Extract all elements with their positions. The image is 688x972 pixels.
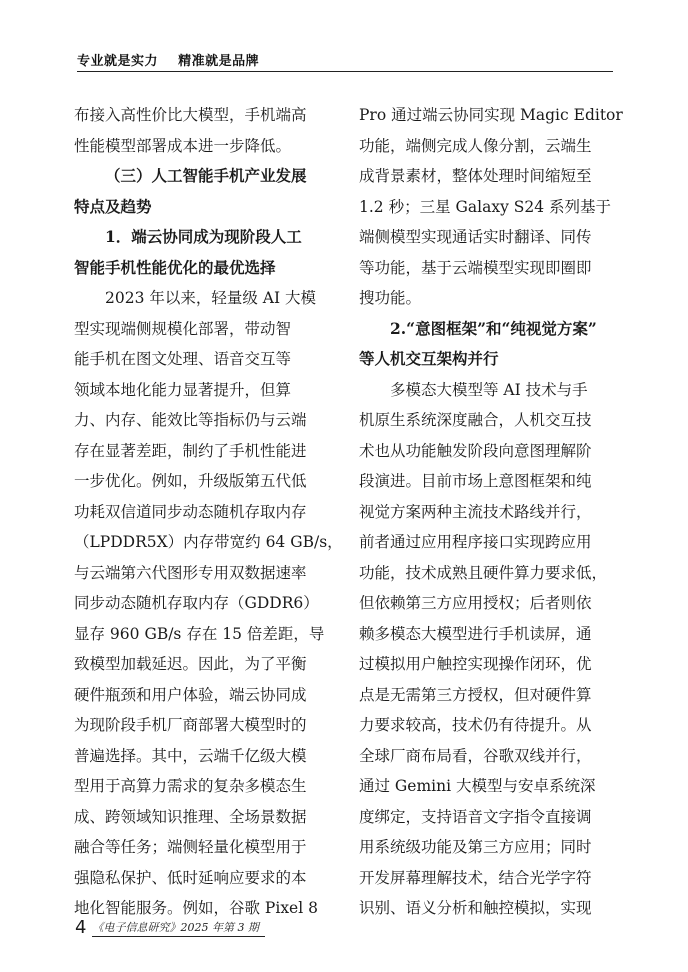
paragraph-line: 与云端第六代图形专用双数据速率 (74, 563, 307, 582)
paragraph-line: 赖多模态大模型进行手机读屏，通 (359, 624, 592, 643)
right-column (359, 100, 623, 924)
paragraph-line: 强隐私保护、低时延响应要求的本 (74, 868, 307, 887)
paragraph-line: Pro 通过端云协同实现 Magic Editor (359, 106, 623, 124)
paragraph-line: 视觉方案两种主流技术路线并行， (359, 502, 592, 521)
paragraph-line: 融合等任务；端侧轻量化模型用于 (74, 838, 307, 856)
footer (75, 919, 265, 937)
paragraph-line: 度绑定，支持语音文字指令直接调 (359, 807, 592, 826)
paragraph-line: 但依赖第三方应用授权；后者则依 (359, 594, 592, 612)
paragraph-line: 开发屏幕理解技术，结合光学字符 (359, 868, 592, 887)
paragraph-line: 型用于高算力需求的复杂多模态生 (74, 777, 307, 795)
paragraph-line: 能手机在图文处理、语音交互等 (74, 350, 292, 368)
paragraph-line: 显存 960 GB/s 存在 15 倍差距，导 (74, 624, 325, 643)
paragraph-line: 为现阶段手机厂商部署大模型时的 (74, 716, 307, 734)
paragraph-line: 机原生系统深度融合，人机交互技 (359, 411, 592, 429)
paragraph-line: 等功能，基于云端模型实现即圈即 (359, 258, 592, 277)
paragraph-line: 力、内存、能效比等指标仍与云端 (74, 411, 307, 429)
paragraph-line: 成、跨领域知识推理、全场景数据 (74, 807, 307, 826)
paragraph-line: 通过 Gemini 大模型与安卓系统深 (359, 777, 596, 795)
paragraph-line: 过模拟用户触控实现操作闭环，优 (359, 655, 592, 673)
paragraph-line: 硬件瓶颈和用户体验，端云协同成 (74, 685, 307, 704)
paragraph-line: 前者通过应用程序接口实现跨应用 (359, 533, 592, 551)
paragraph-line: 端侧模型实现通话实时翻译、同传 (359, 228, 592, 246)
paragraph-line: 1.2 秒；三星 Galaxy S24 系列基于 (359, 197, 612, 216)
header-divider (77, 71, 613, 72)
paragraph-line: 功能，技术成熟且硬件算力要求低， (359, 563, 608, 582)
paragraph-line: 成背景素材，整体处理时间缩短至 (359, 167, 592, 185)
section-heading-line: 特点及趋势 (74, 196, 152, 216)
paragraph-line: 存在显著差距，制约了手机性能进 (74, 441, 307, 460)
section-heading-line: 等人机交互架构并行 (359, 349, 499, 368)
paragraph-line: 普遍选择。其中，云端千亿级大模 (74, 746, 307, 765)
paragraph-line: 识别、语义分析和触控模拟，实现 (359, 899, 592, 917)
paragraph-line: （LPDDR5X）内存带宽约 64 GB/s， (74, 533, 343, 551)
paragraph-line: 型实现端侧规模化部署，带动智 (74, 319, 292, 338)
paragraph-line: 致模型加载延迟。因此，为了平衡 (74, 655, 307, 673)
paragraph-line: 布接入高性价比大模型，手机端高 (74, 106, 307, 124)
section-heading-line: 2.“意图框架”和“纯视觉方案” (390, 318, 597, 338)
paragraph-line: 领域本地化能力显著提升，但算 (74, 380, 292, 399)
paragraph-line: 性能模型部署成本进一步降低。 (74, 136, 292, 155)
left-column (74, 100, 343, 924)
paragraph-line: 地化智能服务。例如，谷歌 Pixel 8 (74, 899, 318, 917)
section-heading-line: 智能手机性能优化的最优选择 (74, 257, 276, 277)
section-heading-line: （三）人工智能手机产业发展 (105, 166, 307, 185)
paragraph-line: 搜功能。 (359, 289, 422, 307)
section-heading-line: 1．端云协同成为现阶段人工 (105, 227, 302, 246)
paragraph-line: 功耗双信道同步动态随机存取内存 (74, 502, 307, 521)
paragraph-line: 点是无需第三方授权，但对硬件算 (359, 685, 592, 704)
journal-citation: 《电子信息研究》2025 年第 3 期 (92, 921, 264, 937)
paragraph-line: 多模态大模型等 AI 技术与手 (390, 380, 588, 399)
paragraph-line: 段演进。目前市场上意图框架和纯 (359, 472, 592, 490)
paragraph-line: 术也从功能触发阶段向意图理解阶 (359, 441, 592, 460)
paragraph-line: 2023 年以来，轻量级 AI 大模 (105, 289, 317, 307)
paragraph-line: 全球厂商布局看，谷歌双线并行， (359, 746, 592, 765)
paragraph-line: 同步动态随机存取内存（GDDR6） (74, 594, 319, 612)
paragraph-line: 功能，端侧完成人像分割，云端生 (359, 136, 592, 155)
paragraph-line: 用系统级功能及第三方应用；同时 (359, 838, 592, 856)
paragraph-line: 一步优化。例如，升级版第五代低 (74, 472, 307, 490)
paragraph-line: 力要求较高，技术仍有待提升。从 (359, 716, 592, 734)
header-slogan: 专业就是实力 精准就是品牌 (77, 54, 260, 69)
page-number: 4 (75, 917, 87, 938)
